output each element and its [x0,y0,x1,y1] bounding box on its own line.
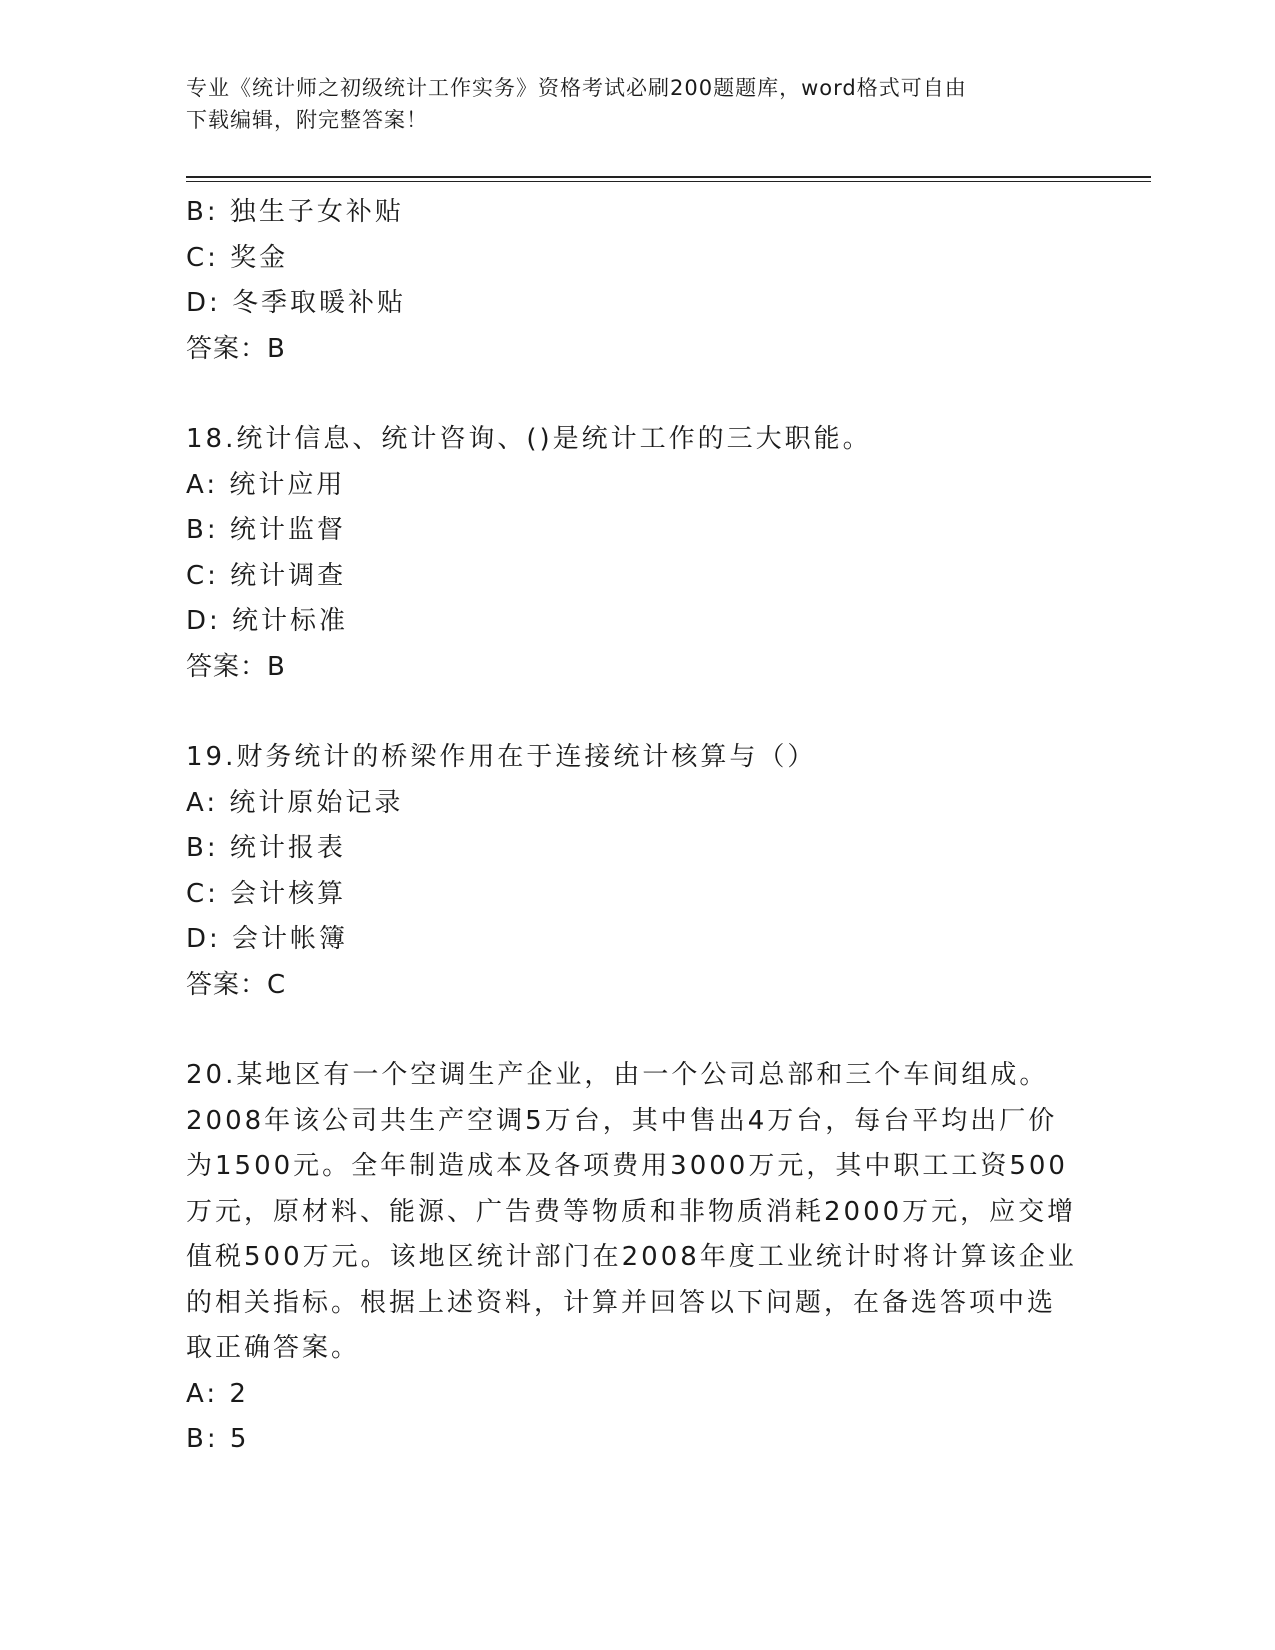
option-c: C: 会计核算 [186,878,347,909]
stem-line: 值税500万元。该地区统计部门在2008年度工业统计时将计算该企业 [186,1242,1077,1272]
option-a: A: 2 [186,1378,249,1409]
option-a: A: 统计原始记录 [186,787,404,818]
header-rule-thin [186,181,1151,182]
option-b: B: 统计监督 [186,515,346,545]
stem-line: 取正确答案。 [186,1333,361,1363]
option-d: D: 会计帐簿 [186,924,349,954]
option-a: A: 统计应用 [186,469,346,500]
header-line-1: 专业《统计师之初级统计工作实务》资格考试必刷200题题库，word格式可自由 [186,76,967,100]
stem-line: 20.某地区有一个空调生产企业，由一个公司总部和三个车间组成。 [186,1060,1049,1090]
question-19 [186,735,1066,1008]
option-c: C: 统计调查 [186,560,347,591]
option-c: C: 奖金 [186,242,289,273]
question-17-tail [186,190,1066,372]
answer: 答案：C [186,969,287,1000]
option-b: B: 统计报表 [186,833,346,863]
stem-line: 2008年该公司共生产空调5万台，其中售出4万台，每台平均出厂价 [186,1105,1058,1136]
document-header [186,72,1066,136]
question-stem: 18.统计信息、统计咨询、()是统计工作的三大职能。 [186,424,872,454]
question-stem: 19.财务统计的桥梁作用在于连接统计核算与（） [186,742,817,772]
header-rule-thick [186,176,1151,178]
answer: 答案：B [186,651,286,682]
question-20 [186,1053,1077,1463]
answer: 答案：B [186,333,286,364]
option-d: D: 统计标准 [186,606,349,636]
question-18 [186,417,1066,690]
question-stem [186,1053,1077,1372]
header-line-2: 下载编辑，附完整答案！ [186,108,428,132]
spacer [186,372,1066,417]
spacer [186,690,1066,735]
option-b: B: 5 [186,1424,250,1454]
question-list [186,190,1077,1463]
stem-line: 的相关指标。根据上述资料，计算并回答以下问题，在备选答项中选 [186,1287,1057,1318]
option-d: D: 冬季取暖补贴 [186,288,407,318]
stem-line: 为1500元。全年制造成本及各项费用3000万元，其中职工工资500 [186,1151,1068,1181]
option-b: B: 独生子女补贴 [186,197,404,227]
stem-line: 万元，原材料、能源、广告费等物质和非物质消耗2000万元，应交增 [186,1196,1077,1227]
spacer [186,1008,1066,1053]
